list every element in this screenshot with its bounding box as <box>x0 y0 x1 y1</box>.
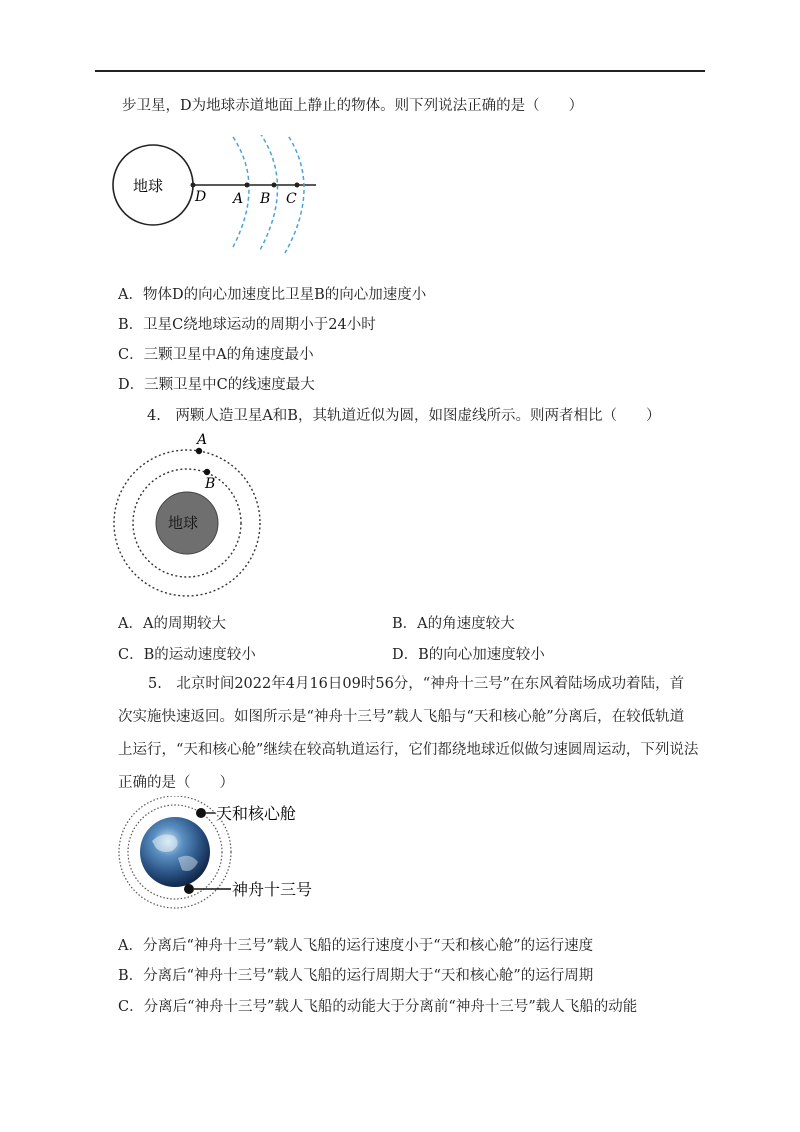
q5-stem-line-2: 次实施快速返回。如图所示是“神舟十三号”载人飞船与“天和核心舱”分离后，在较低轨道 <box>118 709 685 725</box>
tianhe-dot <box>196 808 206 818</box>
label-a: A <box>233 191 244 207</box>
q3-option-c: C．三颗卫星中A的角速度最小 <box>118 347 314 363</box>
q4-option-b: B．A的角速度较大 <box>392 616 515 632</box>
label-a: A <box>197 432 208 448</box>
point-d <box>191 183 196 188</box>
point-b <box>272 183 277 188</box>
q4-option-c: C．B的运动速度较小 <box>118 647 256 663</box>
q5-stem <box>118 668 708 800</box>
q5-option-a: A．分离后“神舟十三号”载人飞船的运行速度小于“天和核心舱”的运行速度 <box>118 938 594 954</box>
shenzhou-dot <box>184 884 194 894</box>
q5-stem-line-3: 上运行，“天和核心舱”继续在较高轨道运行，它们都绕地球近似做匀速圆周运动，下列说法 <box>118 742 699 758</box>
header-rule <box>95 70 705 72</box>
earth-label: 地球 <box>133 177 164 195</box>
q3-intro: 步卫星，D为地球赤道地面上静止的物体。则下列说法正确的是（ ） <box>122 98 584 114</box>
tianhe-label: 天和核心舱 <box>216 804 297 823</box>
earth-globe <box>140 817 210 887</box>
q3-option-d: D．三颗卫星中C的线速度最大 <box>118 377 315 393</box>
q3-figure <box>105 135 335 255</box>
q3-option-b: B．卫星C绕地球运动的周期小于24小时 <box>118 317 376 333</box>
q5-figure <box>112 796 342 911</box>
q5-option-c: C．分离后“神舟十三号”载人飞船的动能大于分离前“神舟十三号”载人飞船的动能 <box>118 999 638 1015</box>
label-b: B <box>205 476 216 492</box>
q3-option-a: A．物体D的向心加速度比卫星B的向心加速度小 <box>118 287 427 303</box>
q4-stem: 4. 两颗人造卫星A和B，其轨道近似为圆，如图虚线所示。则两者相比（ ） <box>147 408 661 424</box>
q5-stem-line-1: 5. 北京时间2022年4月16日09时56分，“神舟十三号”在东风着陆场成功着陆，首 <box>148 676 685 692</box>
point-c <box>295 183 300 188</box>
satellite-a <box>196 448 202 454</box>
q5-stem-line-4: 正确的是（ ） <box>118 775 234 791</box>
label-c: C <box>286 191 297 207</box>
q4-option-a: A．A的周期较大 <box>118 616 226 632</box>
label-d: D <box>195 189 207 205</box>
earth-label: 地球 <box>168 514 199 532</box>
q4-option-d: D．B的向心加速度较小 <box>392 647 545 663</box>
q5-option-b: B．分离后“神舟十三号”载人飞船的运行周期大于“天和核心舱”的运行周期 <box>118 968 594 984</box>
shenzhou-label: 神舟十三号 <box>232 880 313 899</box>
q4-figure <box>112 430 267 600</box>
satellite-b <box>204 469 210 475</box>
point-a <box>245 183 250 188</box>
label-b: B <box>260 191 271 207</box>
